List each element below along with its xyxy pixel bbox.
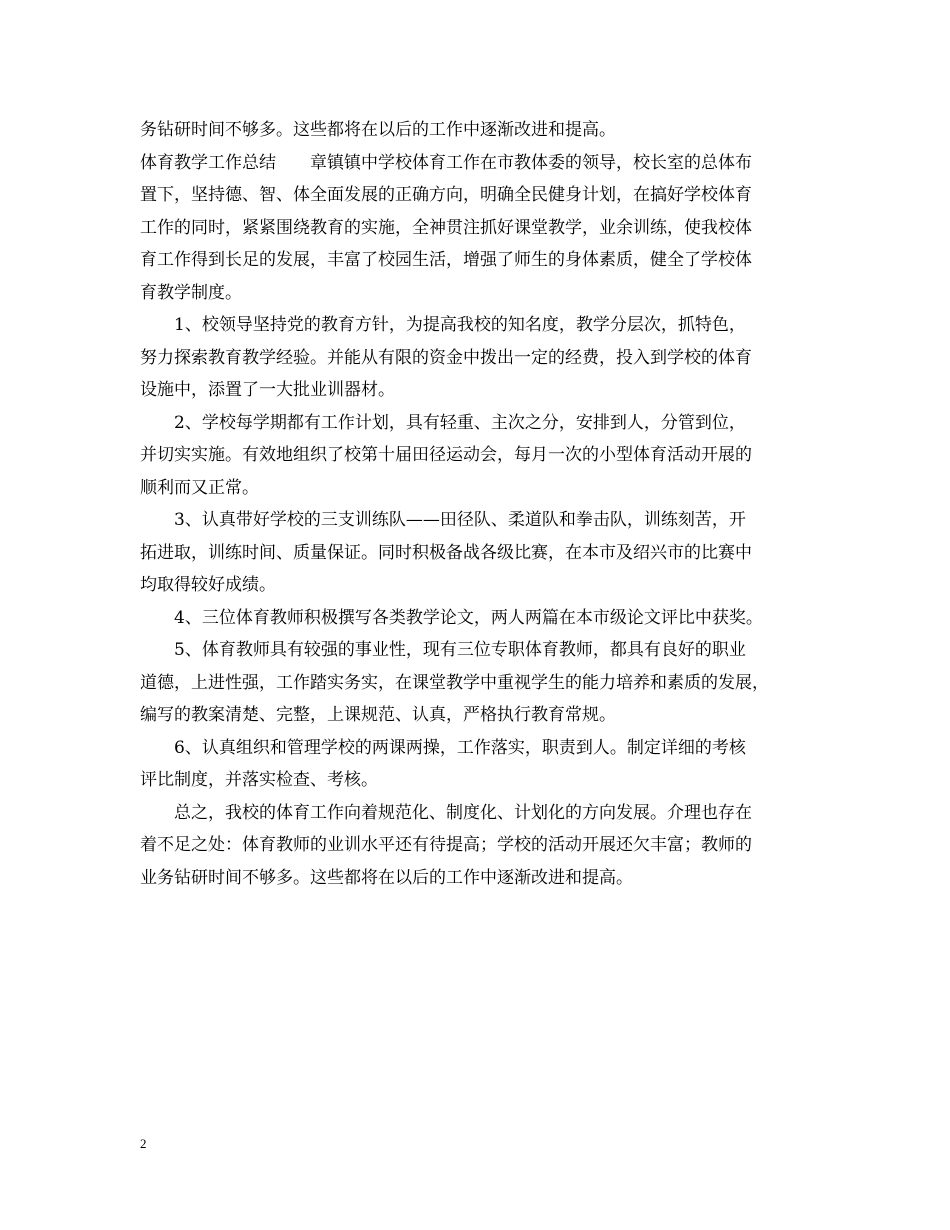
text-line: 3、认真带好学校的三支训练队——田径队、柔道队和拳击队，训练刻苦，开 [140, 510, 746, 530]
text-line: 业务钻研时间不够多。这些都将在以后的工作中逐渐改进和提高。 [140, 867, 633, 888]
text-line: 4、三位体育教师积极撰写各类教学论文，两人两篇在本市级论文评比中获奖。 [140, 607, 763, 628]
text-line: 体育教学工作总结 章镇镇中学校体育工作在市教体委的领导，校长室的总体布 [140, 152, 752, 173]
text-line: 2、学校每学期都有工作计划，具有轻重、主次之分，安排到人，分管到位， [140, 412, 746, 433]
page-number: 2 [140, 1136, 147, 1151]
text-line: 努力探索教育教学经验。并能从有限的资金中拨出一定的经费，投入到学校的体育 [140, 347, 752, 368]
text-line: 设施中，添置了一大批业训器材。 [140, 380, 395, 400]
text-line: 编写的教案清楚、完整，上课规范、认真，严格执行教育常规。 [140, 705, 616, 725]
text-line: 并切实实施。有效地组织了校第十届田径运动会，每月一次的小型体育活动开展的 [140, 445, 752, 465]
text-line: 育教学制度。 [140, 282, 242, 303]
document-body [140, 114, 830, 894]
text-line: 置下，坚持德、智、体全面发展的正确方向，明确全民健身计划，在搞好学校体育 [140, 185, 752, 205]
text-line: 拓进取，训练时间、质量保证。同时积极备战各级比赛，在本市及绍兴市的比赛中 [140, 542, 752, 563]
text-line: 工作的同时，紧紧围绕教育的实施，全神贯注抓好课堂教学，业余训练，使我校体 [140, 217, 752, 238]
text-line: 顺利而又正常。 [140, 477, 259, 498]
text-line: 5、体育教师具有较强的事业性，现有三位专职体育教师，都具有良好的职业 [140, 640, 746, 660]
text-line: 评比制度，并落实检查、考核。 [140, 770, 378, 790]
text-line: 6、认真组织和管理学校的两课两操，工作落实，职责到人。制定详细的考核 [140, 737, 746, 758]
text-line: 均取得较好成绩。 [140, 575, 276, 595]
text-line: 务钻研时间不够多。这些都将在以后的工作中逐渐改进和提高。 [140, 120, 616, 140]
text-line: 育工作得到长足的发展，丰富了校园生活，增强了师生的身体素质，健全了学校体 [140, 250, 752, 270]
text-line: 着不足之处：体育教师的业训水平还有待提高；学校的活动开展还欠丰富；教师的 [140, 835, 752, 855]
text-line: 1、校领导坚持党的教育方针，为提高我校的知名度，教学分层次，抓特色， [140, 315, 746, 335]
text-line: 总之，我校的体育工作向着规范化、制度化、计划化的方向发展。介理也存在 [140, 802, 752, 823]
text-line: 道德，上进性强，工作踏实务实，在课堂教学中重视学生的能力培养和素质的发展， [140, 672, 769, 693]
